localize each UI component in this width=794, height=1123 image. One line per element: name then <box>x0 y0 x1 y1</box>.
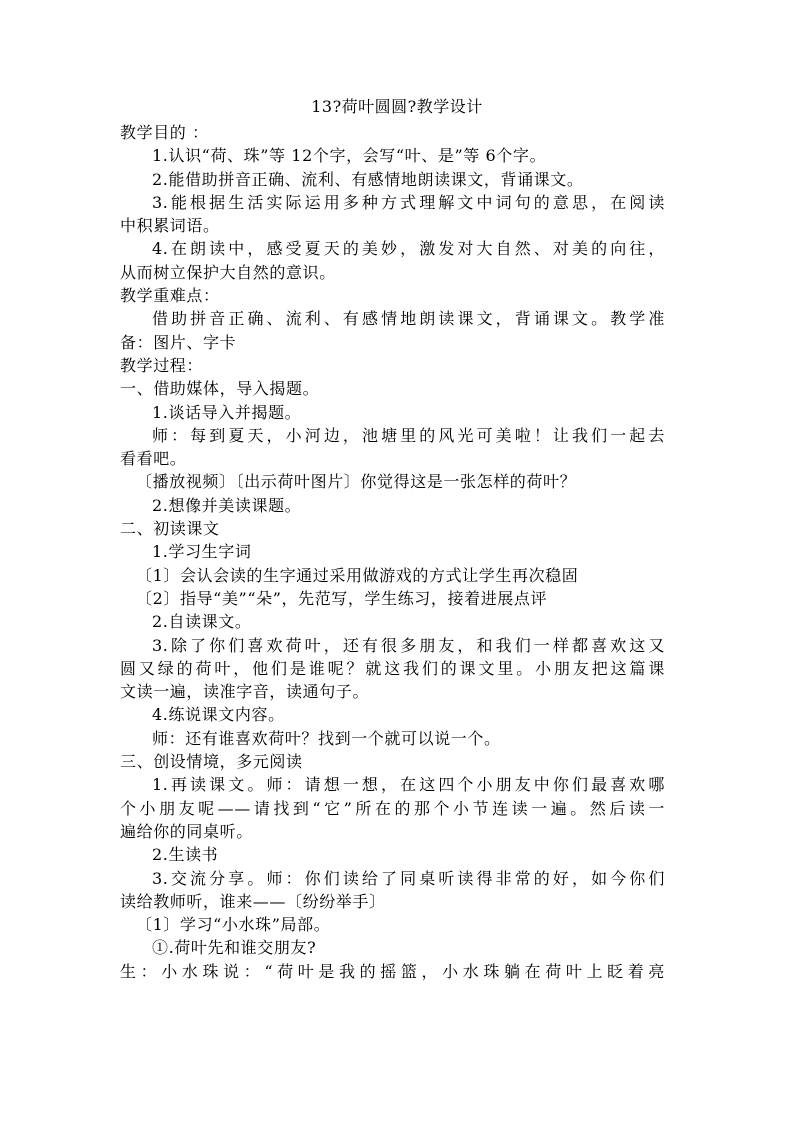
media-instruction: 〔播放视频〕〔出示荷叶图片〕你觉得这是一张怎样的荷叶？ <box>136 472 577 492</box>
step-2-2: 2.自读课文。 <box>152 612 252 632</box>
step-3-1: 1.再读课文。师：请想一想，在这四个小朋友中你们最喜欢哪 <box>152 775 665 795</box>
section-heading-objectives: 教学目的 ： <box>120 123 209 142</box>
objective-4: 4.在朗读中，感受夏天的美妙，激发对大自然、对美的向往， <box>152 239 665 259</box>
key-points-text-cont: 备：图片、字卡 <box>120 332 237 352</box>
step-2-3: 3.除了你们喜欢荷叶，还有很多朋友，和我们一样都喜欢这又 <box>152 635 665 655</box>
part-1-heading: 一、借助媒体，导入揭题。 <box>120 379 320 399</box>
step-2-1: 1.学习生字词 <box>152 542 252 562</box>
step-3-3: 3.交流分享。师：你们读给了同桌听读得非常的好，如今你们 <box>152 868 665 888</box>
step-2-1-b: 〔2〕指导“美”“朵”，先范写，学生练习，接着进展点评 <box>136 588 548 608</box>
objective-3-cont: 中积累词语。 <box>120 216 220 236</box>
step-1-2: 2.想像并美读课题。 <box>152 495 302 515</box>
step-3-2: 2.生读书 <box>152 845 219 865</box>
step-2-4: 4.练说课文内容。 <box>152 705 285 725</box>
key-points-text: 借助拼音正确、流利、有感情地朗读课文，背诵课文。教学准 <box>152 309 665 329</box>
step-3-3-a: 〔1〕学习“小水珠”局部。 <box>136 915 331 935</box>
objective-1: 1.认识“荷、珠”等 12个字，会写“叶、是”等 6个字。 <box>152 146 547 166</box>
section-heading-key-points: 教学重难点： <box>120 286 220 306</box>
teacher-line-1: 师：每到夏天，小河边，池塘里的风光可美啦！让我们一起去 <box>152 425 665 445</box>
teacher-line-2: 师：还有谁喜欢荷叶？找到一个就可以说一个。 <box>152 728 501 748</box>
document-body <box>120 121 665 983</box>
step-3-1-cont-2: 遍给你的同桌听。 <box>120 821 253 841</box>
step-2-3-cont-2: 文读一遍，读准字音，读通句子。 <box>120 682 370 702</box>
section-heading-process: 教学过程： <box>120 355 204 375</box>
step-2-1-a: 〔1〕会认会读的生字通过采用做游戏的方式让学生再次稳固 <box>136 565 579 585</box>
step-3-3-cont: 读给教师听，谁来——〔纷纷举手〕 <box>120 891 386 911</box>
objective-3: 3.能根据生活实际运用多种方式理解文中词句的意思，在阅读 <box>152 192 665 212</box>
step-1-1: 1.谈话导入并揭题。 <box>152 402 302 422</box>
teacher-line-1-cont: 看看吧。 <box>120 449 187 469</box>
document-title: 13?荷叶圆圆?教学设计 <box>311 97 483 116</box>
part-2-heading: 二、初读课文 <box>120 519 220 539</box>
question-1: ①.荷叶先和谁交朋友? <box>152 938 317 958</box>
student-answer-1: 生：小水珠说：“荷叶是我的摇篮，小水珠躺在荷叶上眨着亮 <box>120 961 665 981</box>
step-2-3-cont-1: 圆又绿的荷叶，他们是谁呢？就这我们的课文里。小朋友把这篇课 <box>120 658 665 678</box>
step-3-1-cont-1: 个小朋友呢——请找到“它”所在的那个小节连读一遍。然后读一 <box>120 798 665 818</box>
part-3-heading: 三、创设情境，多元阅读 <box>120 752 303 772</box>
objective-2: 2.能借助拼音正确、流利、有感情地朗读课文，背诵课文。 <box>152 169 584 189</box>
objective-4-cont: 从而树立保护大自然的意识。 <box>120 262 336 282</box>
